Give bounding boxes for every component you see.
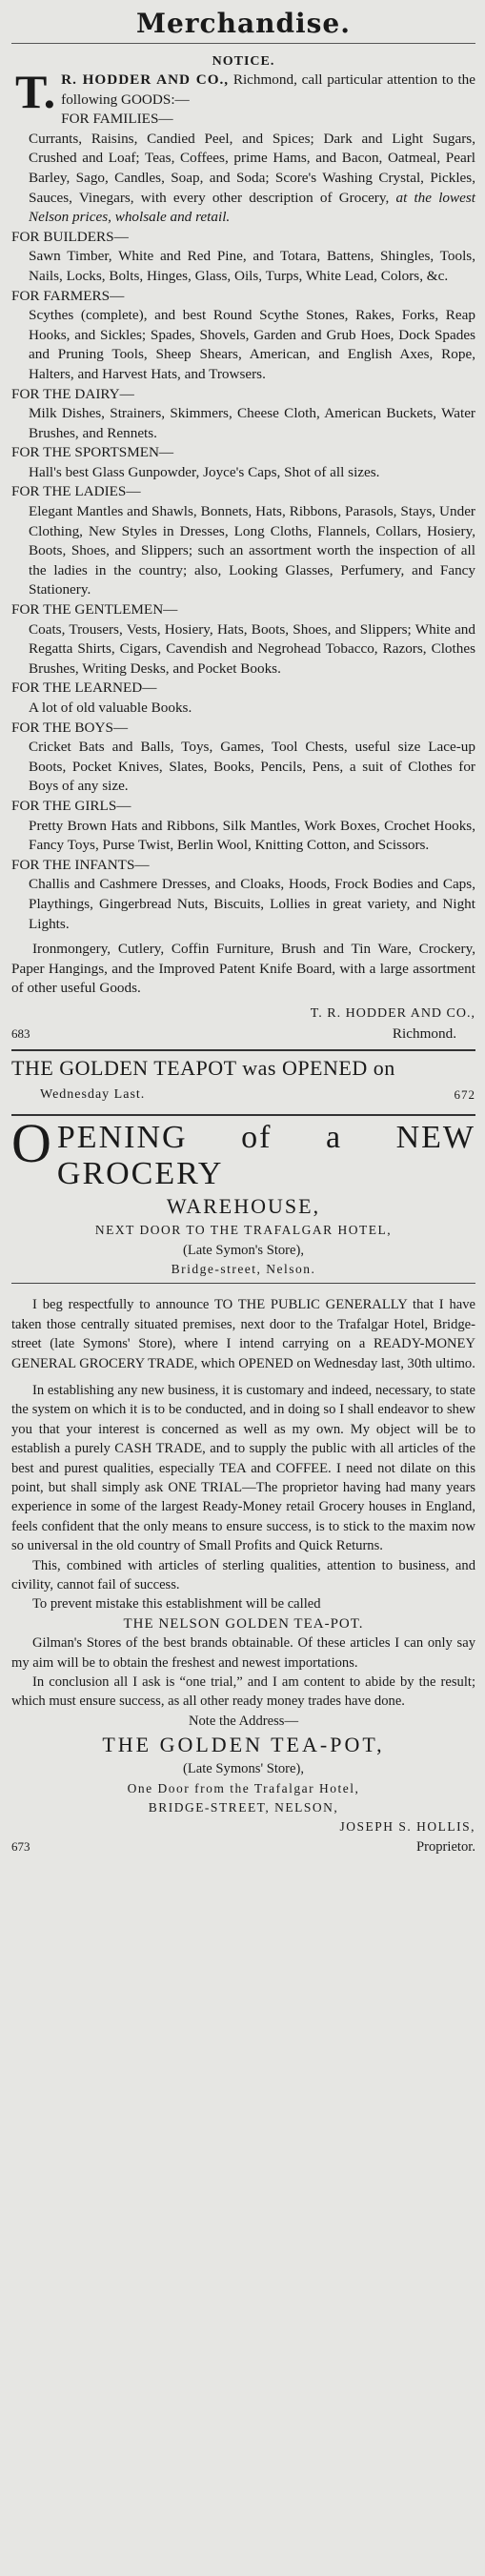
section-body: [29, 502, 475, 600]
ad-number: 672: [454, 1087, 475, 1103]
section-heading: FOR FAMILIES—: [61, 111, 173, 128]
closing-paragraph: Ironmongery, Cutlery, Coffin Furniture, Brush and Tin Ware, Crockery, Paper Hangings, and the Improved Patent Knife Board, with a large assortment of other useful Goods.: [11, 941, 475, 997]
warehouse-line: WAREHOUSE,: [166, 1194, 321, 1219]
paragraph: In establishing any new business, it is customary and indeed, necessary, to state the system on which it is to be conducted, and in doing so I shall endeavor to shew you that your interest is concerned as well as my own. My object will be to establish a purely CASH TRADE, and to supply the public with all articles of the best and purest qualities, especially TEA and COFFEE. I need not dilate on this point, but shall simply ask ONE TRIAL—The proprietor having had many years experience in some of the largest Ready-Money retail Grocery houses in England, feels confident that the only means to ensure success, is to stick to the maxim now so universal in the old country of Small Profits and Quick Returns.: [11, 1382, 475, 1554]
section-body: [29, 875, 475, 934]
section-heading: FOR THE LADIES—: [11, 483, 141, 500]
section-heading: FOR FARMERS—: [11, 287, 125, 304]
section-text: A lot of old valuable Books.: [29, 700, 192, 716]
section-body: [29, 306, 475, 384]
notice-date: Wednesday Last.: [40, 1087, 146, 1103]
divider: [11, 1049, 475, 1051]
goods-section: [11, 679, 475, 718]
section-body: [29, 738, 475, 797]
section-text: Sawn Timber, White and Red Pine, and Totara, Battens, Shingles, Tools, Nails, Locks, Bolts, Hinges, Glass, Oils, Turps, White Lead, Colors, &c.: [29, 248, 475, 284]
divider: [11, 1283, 475, 1284]
paragraph: To prevent mistake this establishment will be called: [32, 1596, 321, 1613]
divider: [11, 1114, 475, 1116]
section-heading: FOR THE SPORTSMEN—: [11, 444, 174, 461]
goods-section: [11, 287, 475, 385]
section-body: [29, 463, 475, 483]
section-emphasis: at the lowest Nelson prices, wholsale and retail.: [29, 189, 476, 226]
paragraph: In conclusion all I ask is “one trial,” and I am content to abide by the result; which must ensure success, as all other ready money trades have done.: [11, 1674, 475, 1710]
ad-number: 683: [11, 1025, 30, 1041]
signature-place: Richmond.: [392, 1024, 456, 1042]
section-text: Challis and Cashmere Dresses, and Cloaks, Hoods, Frock Bodies and Caps, Playthings, Gingerbread Nuts, Biscuits, Lollies in great variety, and Night Lights.: [29, 876, 475, 932]
proprietor-title: Proprietor.: [415, 1838, 475, 1855]
headline: [11, 1112, 475, 1192]
golden-teapot-notice: [11, 1055, 475, 1108]
headline-drop-cap: O: [11, 1112, 53, 1175]
proprietor-name: JOSEPH S. HOLLIS,: [339, 1819, 475, 1835]
section-heading: FOR THE GIRLS—: [11, 797, 131, 814]
street-line: Bridge-street, Nelson.: [171, 1261, 316, 1276]
section-heading: FOR THE LEARNED—: [11, 679, 157, 697]
section-text: Hall's best Glass Gunpowder, Joyce's Caps, Shot of all sizes.: [29, 463, 380, 480]
goods-sections: [11, 110, 475, 934]
former-store: (Late Symon's Store),: [182, 1242, 305, 1258]
section-heading: FOR BUILDERS—: [11, 228, 129, 245]
goods-section: [11, 856, 475, 934]
goods-section: [11, 443, 475, 482]
section-body: [29, 130, 475, 228]
section-text: Coats, Trousers, Vests, Hosiery, Hats, Boots, Shoes, and Slippers; White and Regatta Shirts, Cigars, Cavendish and Negrohead Tobacco, Razors, Clothes Brushes, Writing Desks, and Pocket Books.: [29, 620, 475, 677]
section-heading: FOR THE BOYS—: [11, 719, 129, 736]
section-text: Pretty Brown Hats and Ribbons, Silk Mantles, Work Boxes, Crochet Hooks, Fancy Toys, Purse Twist, Berlin Wool, Knitting Cotton, and Scissors.: [29, 817, 475, 854]
paragraph: Gilman's Stores of the best brands obtainable. Of these articles I can only say my aim will be to obtain the freshest and newest importations.: [11, 1635, 475, 1671]
goods-section: [11, 797, 475, 856]
section-text: Cricket Bats and Balls, Toys, Games, Tool Chests, useful size Lace-up Boots, Pocket Knives, Slates, Books, Pencils, Pens, a suit of Clothes for Boys of any size.: [29, 739, 475, 795]
goods-section: [11, 482, 475, 600]
section-heading: FOR THE INFANTS—: [11, 856, 150, 873]
goods-section: [11, 228, 475, 287]
section-body: [29, 817, 475, 856]
paragraph: This, combined with articles of sterling qualities, attention to business, and civility, cannot fail of success.: [11, 1557, 475, 1592]
section-body: [29, 699, 475, 719]
section-heading: FOR THE DAIRY—: [11, 385, 134, 402]
goods-section: [11, 385, 475, 444]
firm-name: R. HODDER AND CO.,: [61, 71, 230, 88]
section-body: [29, 404, 475, 443]
address-line: BRIDGE-STREET, NELSON,: [148, 1800, 339, 1815]
hodder-advertisement: [11, 53, 475, 1044]
signature: T. R. HODDER AND CO.,: [310, 1005, 475, 1021]
notice-heading: NOTICE.: [212, 54, 275, 69]
store-name: THE NELSON GOLDEN TEA-POT.: [123, 1615, 364, 1632]
ad-number: 673: [11, 1838, 30, 1854]
section-text: Milk Dishes, Strainers, Skimmers, Cheese Cloth, American Buckets, Water Brushes, and Rennets.: [29, 405, 475, 441]
ad-intro: [11, 65, 475, 118]
address-name: THE GOLDEN TEA-POT,: [102, 1733, 385, 1757]
goods-section: [11, 110, 475, 228]
intro-text: Richmond, call particular attention to the following GOODS:—: [61, 71, 475, 108]
grocery-advertisement: [11, 1112, 475, 1856]
section-heading: FOR THE GENTLEMEN—: [11, 601, 178, 619]
section-text: Scythes (complete), and best Round Scythe Stones, Rakes, Forks, Reap Hooks, and Sickles; Spades, Shovels, Garden and Grub Hoes, Dock Spades and Pruning Tools, Sheep Shears, American, and English Axes, Rope, Halters, and Harvest Hats, and Trowsers.: [29, 307, 475, 382]
paragraph: I beg respectfully to announce TO THE PUBLIC GENERALLY that I have taken those centrally situated premises, next door to the Trafalgar Hotel, Bridge-street (late Symons' Store), where I intend carrying on a READY-MONEY GENERAL GROCERY TRADE, which OPENED on Wednesday last, 30th ultimo.: [11, 1297, 475, 1371]
section-body: [29, 620, 475, 679]
section-text: Elegant Mantles and Shawls, Bonnets, Hats, Ribbons, Parasols, Stays, Under Clothing, New Styles in Dresses, Long Cloths, Flannels, Collars, Hosiery, Boots, Shoes, and Slippers; such an assortment worth the inspection of all the ladies in the country; also, Looking Glasses, Perfumery, and Fancy Stationery.: [29, 503, 475, 598]
goods-section: [11, 719, 475, 797]
section-text: Currants, Raisins, Candied Peel, and Spices; Dark and Light Sugars, Crushed and Loaf; Teas, Coffees, prime Hams, and Bacon, Oatmeal, Pearl Barley, Sago, Candles, Soap, and Soda; Score's Washing Crystal, Pickles, Sauces, Vinegars, with every other description of Grocery,: [29, 130, 475, 206]
notice-line: THE GOLDEN TEAPOT was OPENED on: [11, 1056, 395, 1081]
address-note: Note the Address—: [188, 1713, 299, 1729]
location-line: NEXT DOOR TO THE TRAFALGAR HOTEL,: [94, 1223, 393, 1238]
headline-text: PENING of a NEW GROCERY: [56, 1120, 475, 1192]
masthead-title: Merchandise.: [11, 0, 475, 44]
goods-section: [11, 600, 475, 679]
address-line: One Door from the Trafalgar Hotel,: [127, 1780, 360, 1795]
address-former: (Late Symons' Store),: [182, 1761, 305, 1777]
section-body: [29, 247, 475, 286]
drop-cap: T.: [15, 65, 56, 118]
